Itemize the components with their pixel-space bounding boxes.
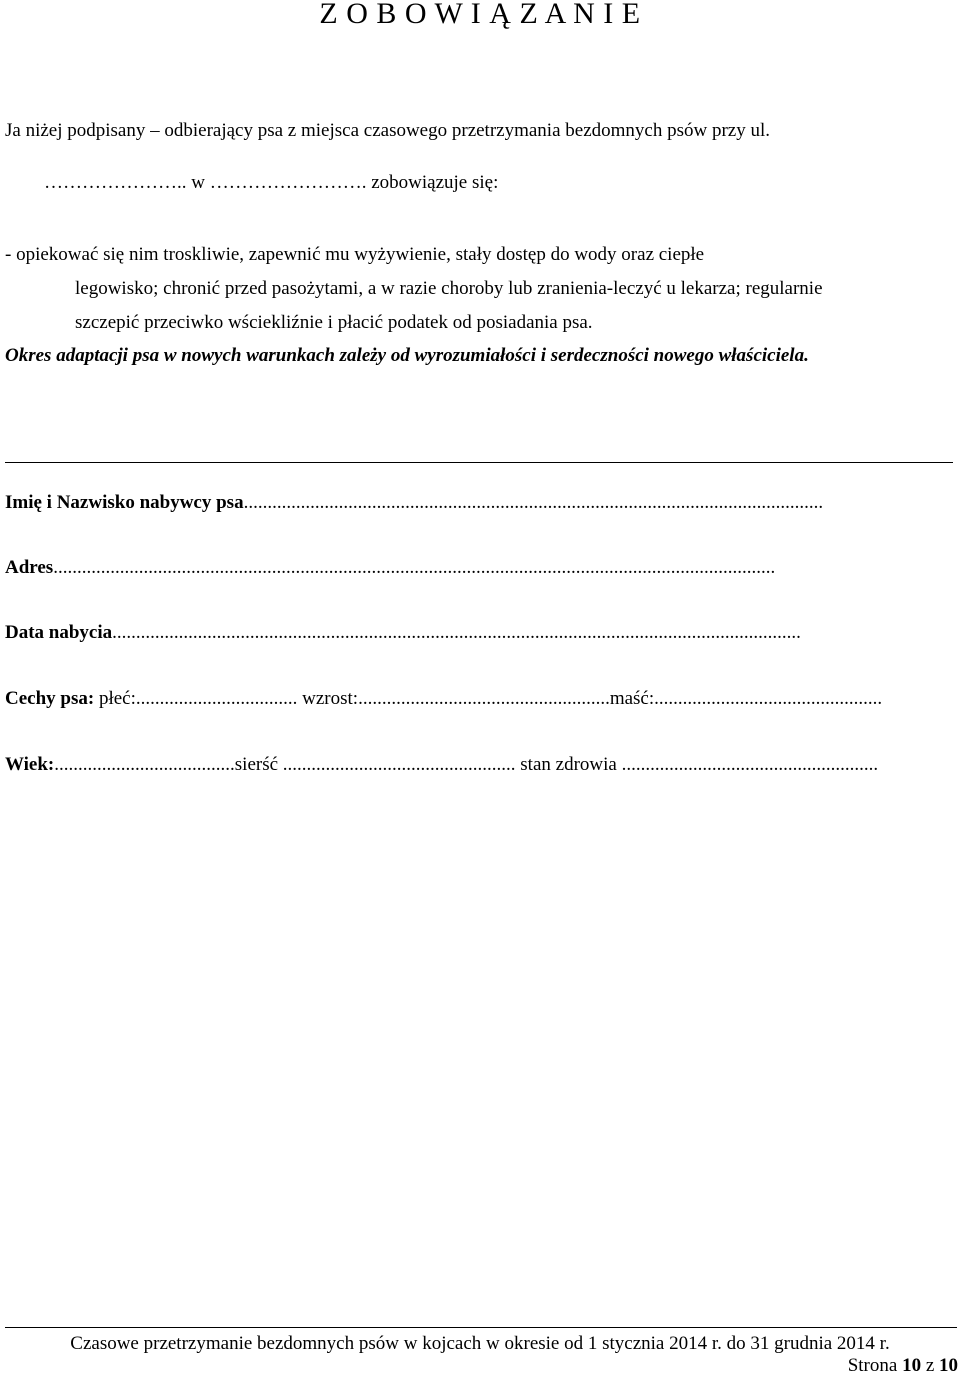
height-label: wzrost: (302, 688, 359, 709)
dog-traits-field (5, 688, 882, 710)
page-current: 10 (902, 1355, 922, 1376)
sex-dots: .................................. (135, 688, 298, 709)
obligations-line-3: szczepić przeciwko wściekliźnie i płacić podatek od posiadania psa. (75, 312, 593, 333)
purchase-date-field (5, 622, 801, 644)
page-number (848, 1355, 958, 1377)
intro-line-2: ………………….. w ……………………. zobowiązuje się: (44, 172, 499, 193)
coat-label: sierść (234, 754, 279, 775)
age-label: Wiek: (5, 754, 55, 775)
height-dots: ..................................................... (358, 688, 610, 709)
page-total: 10 (939, 1355, 958, 1376)
color-label: maść: (609, 688, 655, 709)
buyer-name-label: Imię i Nazwisko nabywcy psa (5, 492, 244, 513)
purchase-date-label: Data nabycia (5, 622, 113, 643)
footer-divider (5, 1327, 957, 1328)
health-dots: ...................................................... (621, 754, 879, 775)
buyer-name-dots: .......................................................................................................................... (243, 492, 824, 513)
address-label: Adres (5, 557, 54, 578)
intro-line-1: Ja niżej podpisany – odbierający psa z miejsca czasowego przetrzymania bezdomnych psów przy ul. (5, 120, 771, 141)
signature-line (5, 462, 953, 463)
obligations-line-1: - opiekować się nim troskliwie, zapewnić mu wyżywienie, stały dostęp do wody oraz ciepłe (5, 244, 705, 265)
footer-text: Czasowe przetrzymanie bezdomnych psów w kojcach w okresie od 1 stycznia 2014 r. do 31 grudnia 2014 r. (70, 1333, 890, 1354)
page-of: z (925, 1355, 935, 1376)
dog-details-field (5, 754, 878, 776)
color-dots: ................................................ (654, 688, 883, 709)
document-title: Z O B O W I Ą Z A N I E (319, 0, 641, 30)
purchase-date-dots: ................................................................................................................................................. (112, 622, 801, 643)
sex-label: płeć: (98, 688, 136, 709)
age-dots: ...................................... (54, 754, 235, 775)
adaptation-note: Okres adaptacji psa w nowych warunkach zależy od wyrozumiałości i serdeczności nowego właściciela. (5, 345, 809, 366)
buyer-name-field (5, 492, 823, 514)
address-dots: ........................................................................................................................................................ (53, 557, 776, 578)
obligations-paragraph (5, 238, 957, 340)
page-prefix: Strona (847, 1355, 898, 1376)
address-field (5, 557, 775, 579)
obligations-line-2: legowisko; chronić przed pasożytami, a w razie choroby lub zranienia-leczyć u lekarza; regularnie (75, 278, 823, 299)
health-label: stan zdrowia (520, 754, 617, 775)
coat-dots: ................................................. (282, 754, 516, 775)
dog-traits-label: Cechy psa: (5, 688, 95, 709)
